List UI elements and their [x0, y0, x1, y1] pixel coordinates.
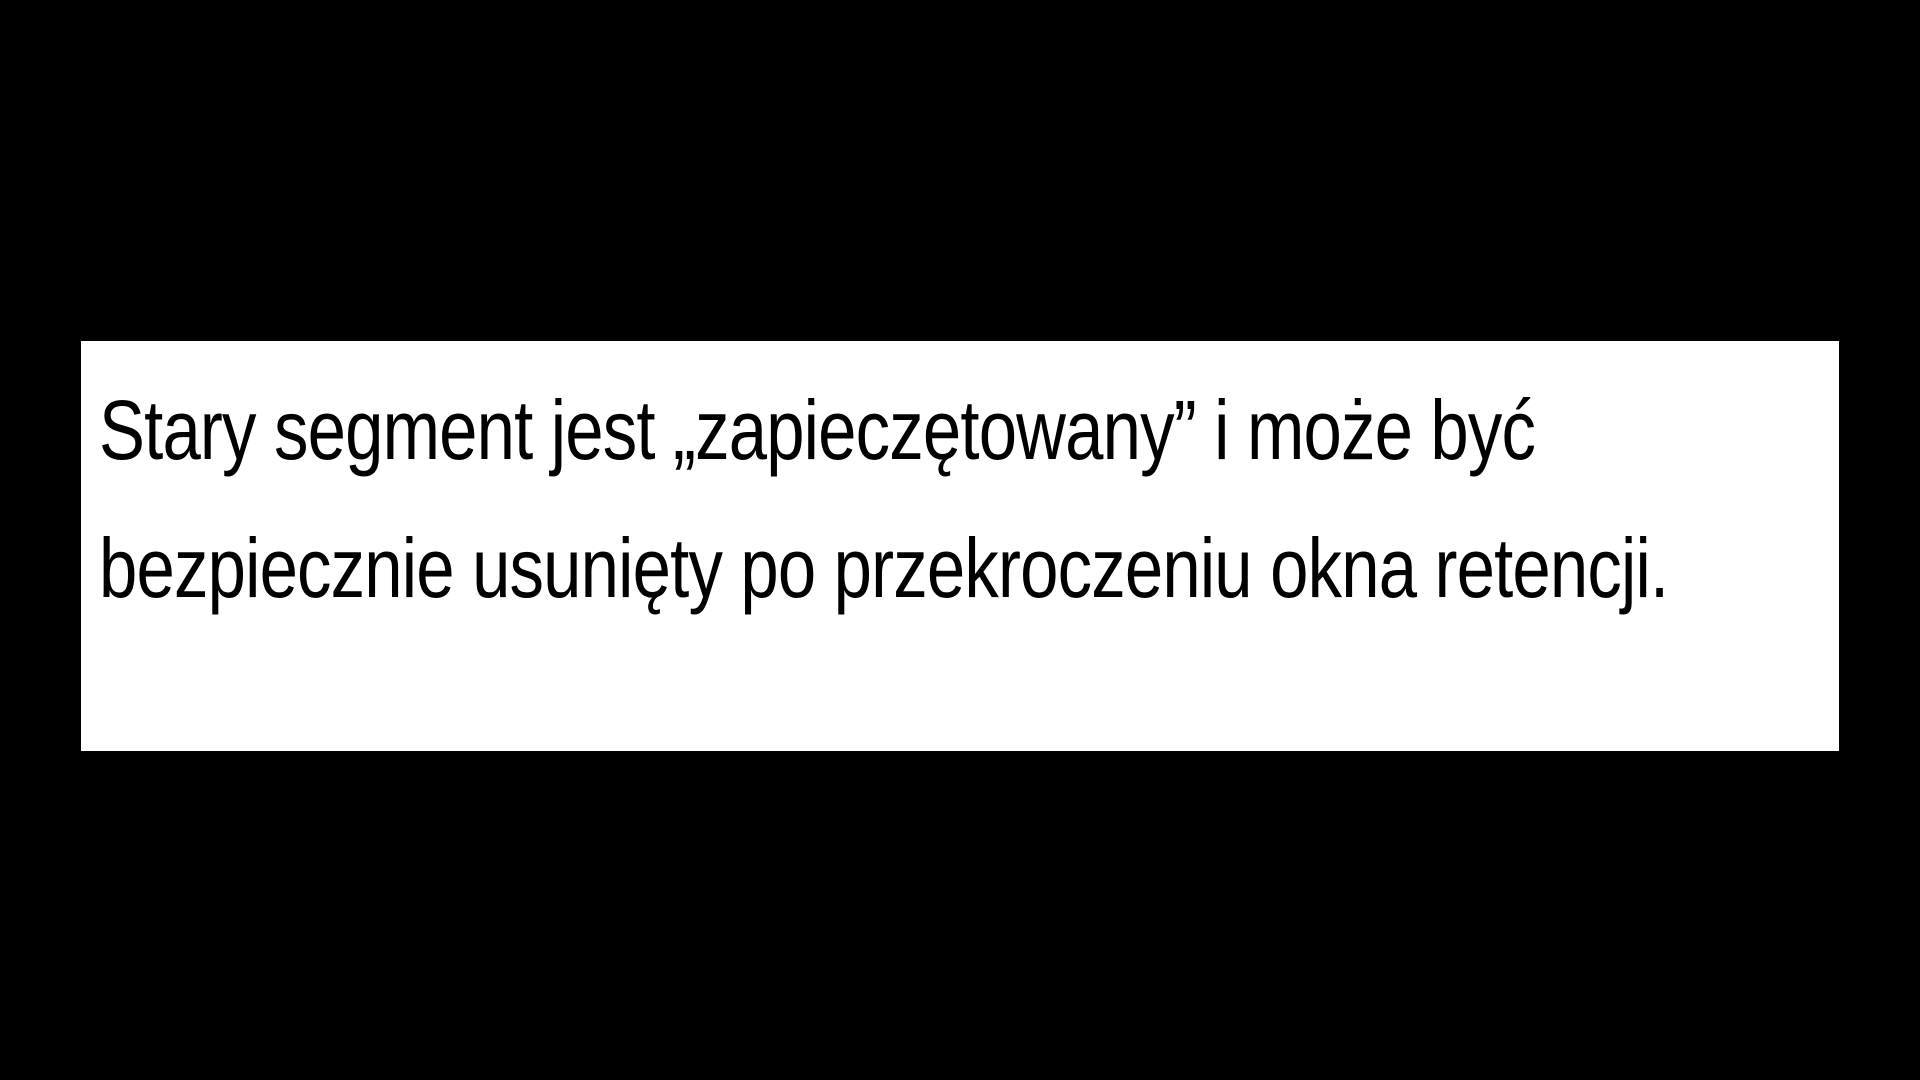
caption-text: Stary segment jest „zapieczętowany” i może być bezpiecznie usunięty po przekroczeniu okna retencji. — [99, 383, 1669, 615]
caption-box — [81, 341, 1839, 751]
